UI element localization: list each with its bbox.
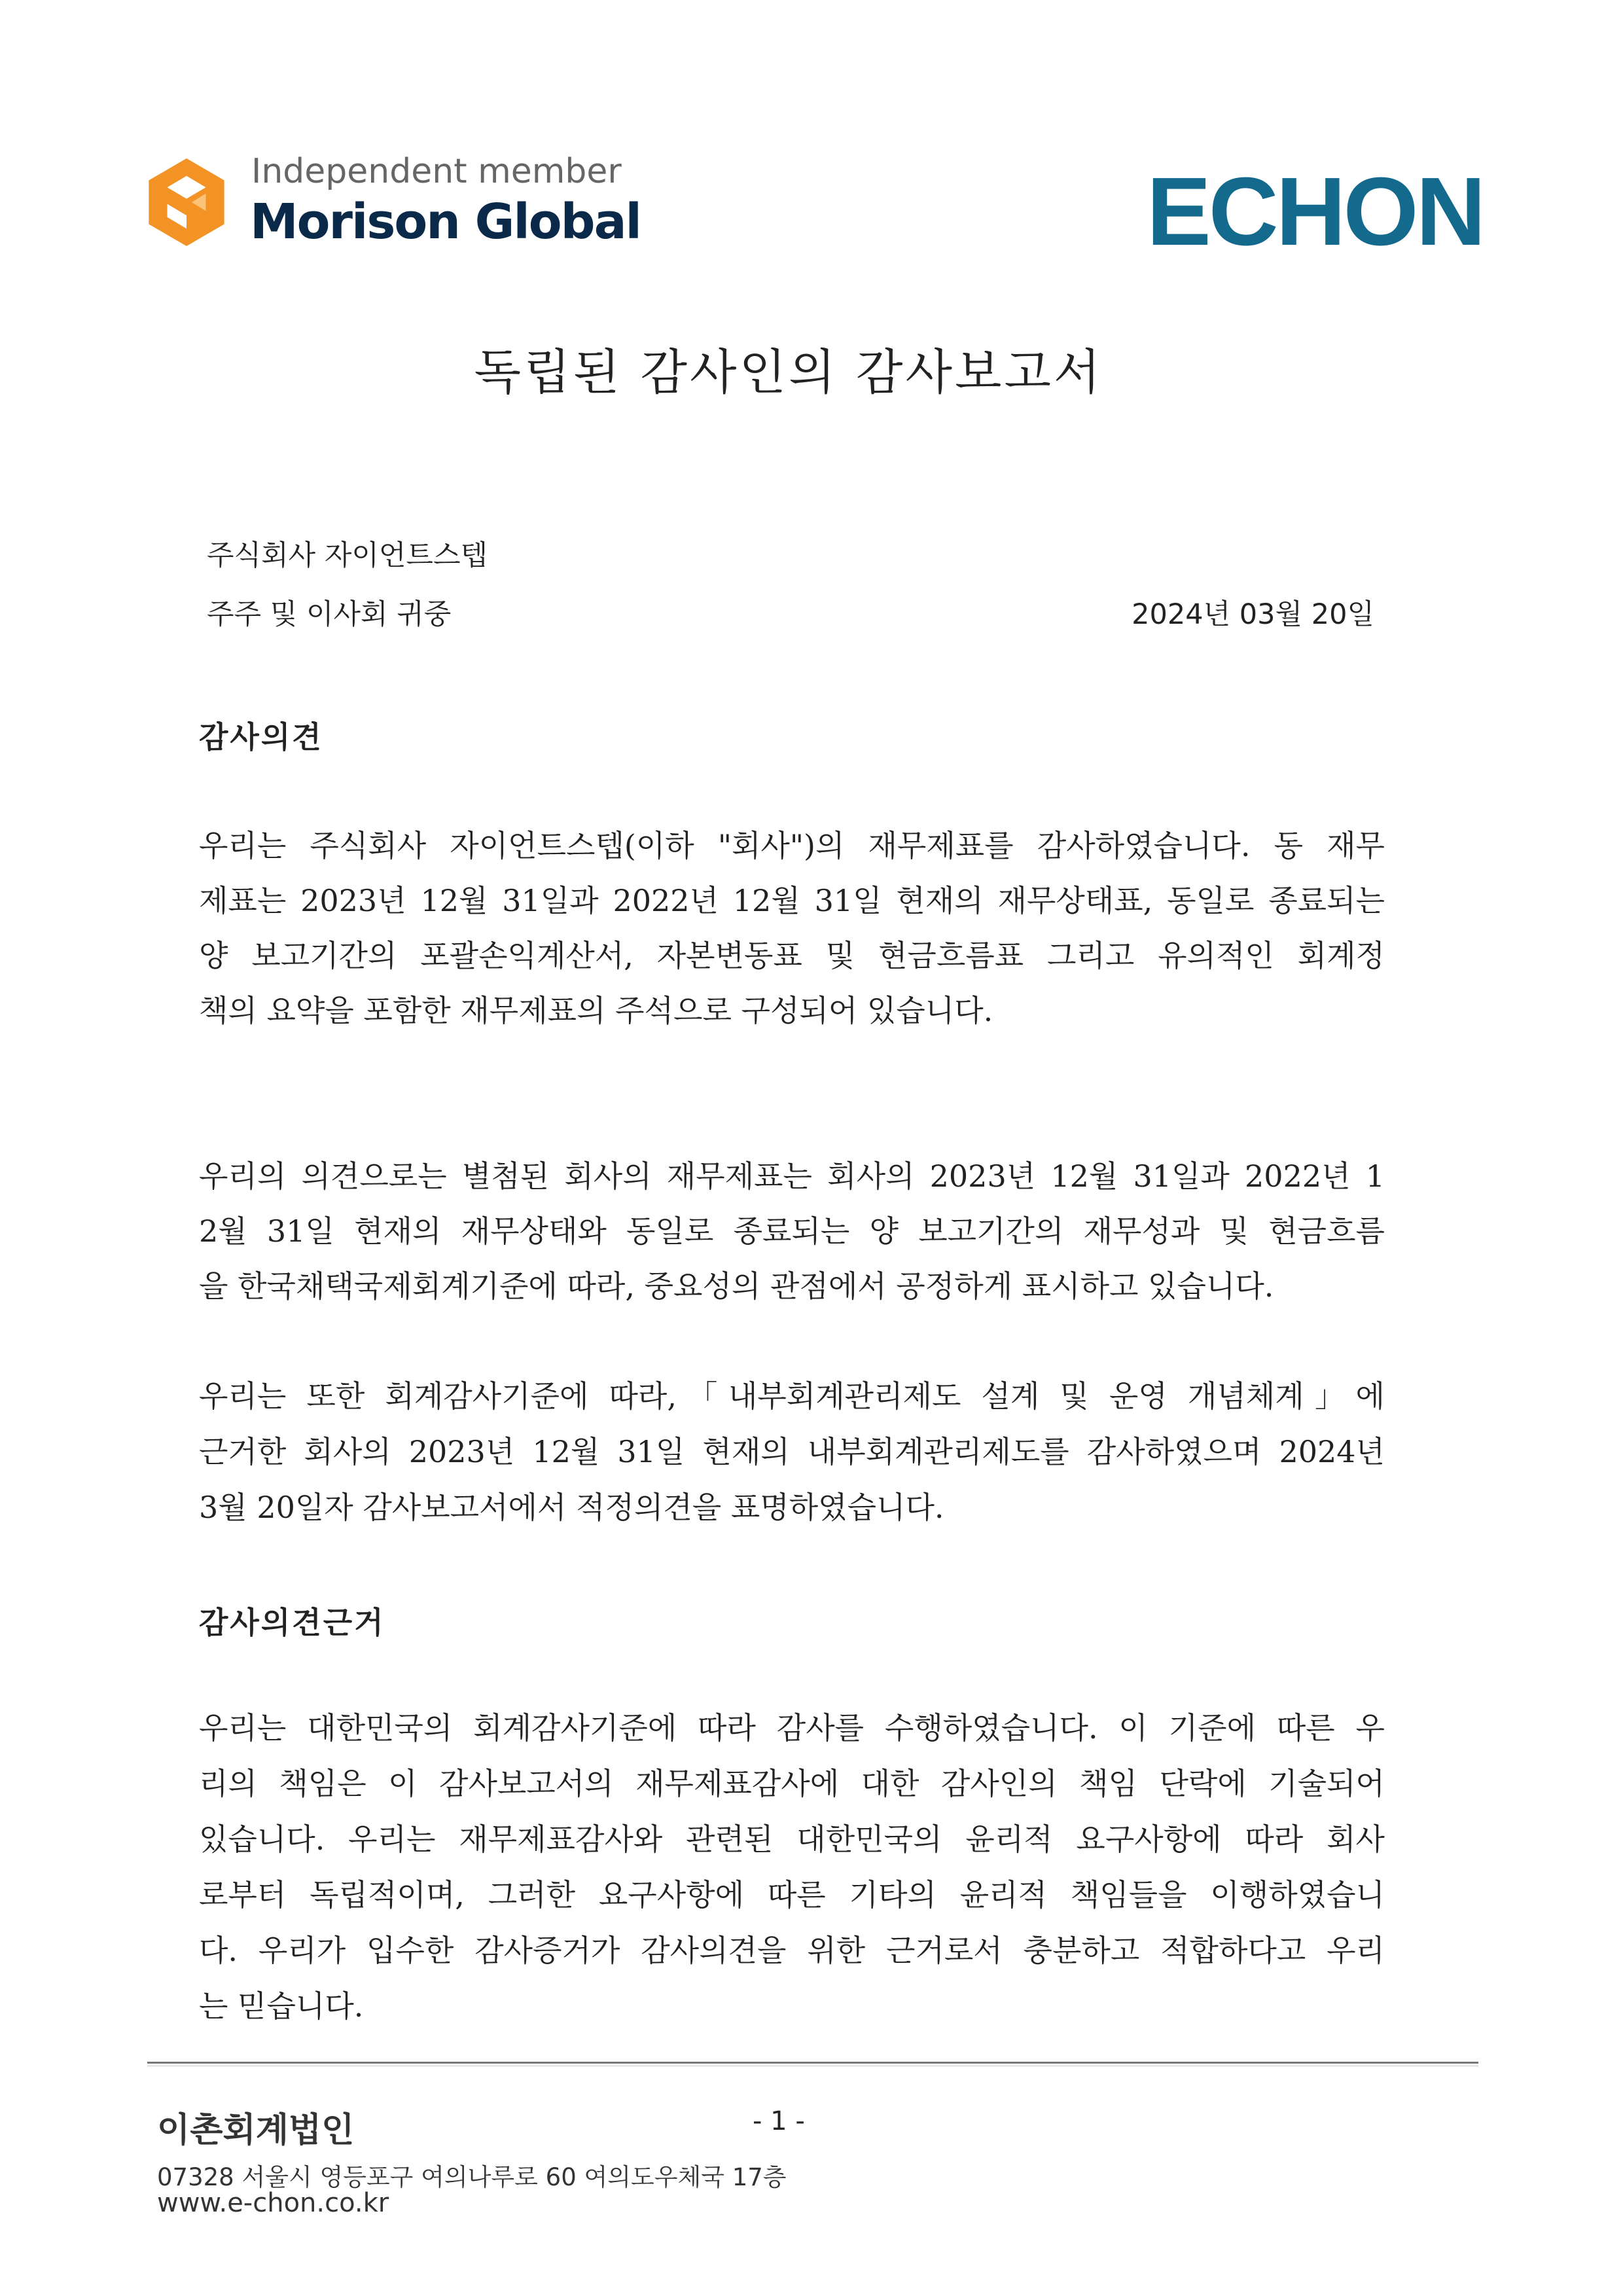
paragraph-line: 로부터 독립적이며, 그러한 요구사항에 따른 기타의 윤리적 책임들을 이행하였습니 — [199, 1877, 1385, 1912]
section-heading-opinion: 감사의견 — [199, 719, 323, 755]
morison-logo-icon — [143, 158, 230, 246]
echon-logo: ECHON — [1147, 158, 1484, 266]
morison-name: Morison Global — [250, 194, 641, 250]
paragraph-line: 양 보고기간의 포괄손익계산서, 자본변동표 및 현금흐름표 그리고 유의적인 회계정 — [199, 938, 1385, 973]
paragraph-line: 리의 책임은 이 감사보고서의 재무제표감사에 대한 감사인의 책임 단락에 기술되어 — [199, 1766, 1385, 1801]
section-heading-basis: 감사의견근거 — [199, 1605, 385, 1640]
document-title: 독립된 감사인의 감사보고서 — [474, 344, 1103, 401]
footer-address: 07328 서울시 영등포구 여의나루로 60 여의도우체국 17층 — [157, 2163, 787, 2191]
paragraph-line: 우리의 의견으로는 별첨된 회사의 재무제표는 회사의 2023년 12월 31일과 2022년 1 — [199, 1158, 1385, 1194]
paragraph-line: 근거한 회사의 2023년 12월 31일 현재의 내부회계관리제도를 감사하였으며 2024년 — [199, 1434, 1385, 1469]
paragraph-line: 3월 20일자 감사보고서에서 적정의견을 표명하였습니다. — [199, 1490, 944, 1525]
footer-firm-name: 이촌회계법인 — [157, 2111, 355, 2150]
paragraph-line: 우리는 또한 회계감사기준에 따라,「내부회계관리제도 설계 및 운영 개념체계」에 — [199, 1378, 1385, 1414]
addressee-recipients: 주주 및 이사회 귀중 — [207, 598, 452, 631]
paragraph-line: 우리는 대한민국의 회계감사기준에 따라 감사를 수행하였습니다. 이 기준에 따른 우 — [199, 1710, 1385, 1746]
paragraph-line: 우리는 주식회사 자이언트스텝(이하 "회사")의 재무제표를 감사하였습니다. 동 재무 — [199, 828, 1385, 863]
paragraph-line: 책의 요약을 포함한 재무제표의 주석으로 구성되어 있습니다. — [199, 993, 993, 1028]
morison-subtitle: Independent member — [251, 152, 622, 191]
page-number: - 1 - — [753, 2106, 805, 2136]
paragraph-line: 있습니다. 우리는 재무제표감사와 관련된 대한민국의 윤리적 요구사항에 따라 회사 — [199, 1821, 1385, 1857]
footer-website: www.e-chon.co.kr — [157, 2188, 389, 2218]
footer-divider — [147, 2062, 1478, 2064]
paragraph-line: 는 믿습니다. — [199, 1988, 364, 2024]
report-date: 2024년 03월 20일 — [1132, 598, 1374, 631]
paragraph-line: 2월 31일 현재의 재무상태와 동일로 종료되는 양 보고기간의 재무성과 및 현금흐름 — [199, 1213, 1385, 1249]
paragraph-line: 다. 우리가 입수한 감사증거가 감사의견을 위한 근거로서 충분하고 적합하다고 우리 — [199, 1933, 1385, 1968]
paragraph-line: 제표는 2023년 12월 31일과 2022년 12월 31일 현재의 재무상태표, 동일로 종료되는 — [199, 883, 1385, 918]
addressee-company: 주식회사 자이언트스텝 — [207, 539, 488, 572]
paragraph-line: 을 한국채택국제회계기준에 따라, 중요성의 관점에서 공정하게 표시하고 있습니다. — [199, 1268, 1274, 1304]
